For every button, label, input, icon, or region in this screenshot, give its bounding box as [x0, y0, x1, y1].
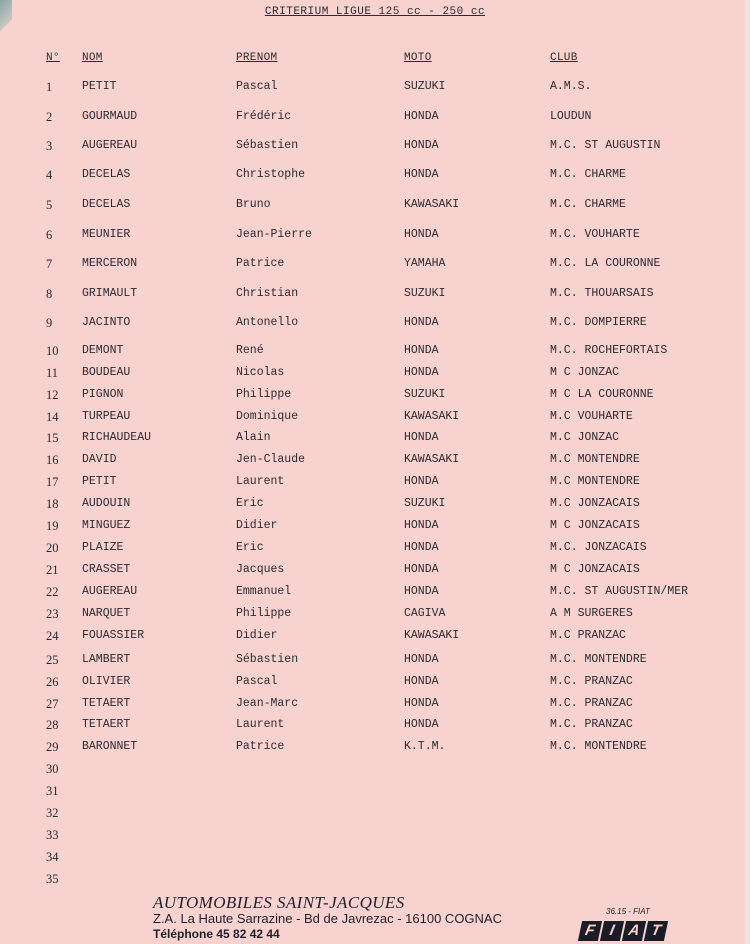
entry-moto: HONDA [404, 718, 439, 731]
fiat-logo [580, 921, 666, 941]
entry-club: M.C JONZACAIS [550, 497, 640, 510]
entry-number: 32 [46, 806, 59, 820]
table-row [0, 762, 750, 780]
table-row [0, 475, 750, 493]
entry-club: M.C. CHARME [550, 168, 626, 181]
entry-moto: HONDA [404, 697, 439, 710]
entry-moto: HONDA [404, 316, 439, 329]
entry-club: A.M.S. [550, 80, 592, 93]
entry-nom: BOUDEAU [82, 366, 131, 379]
entry-prenom: Eric [236, 497, 264, 510]
document-title [0, 6, 750, 18]
entry-moto: SUZUKI [404, 497, 446, 510]
header-prenom: PRENOM [236, 52, 278, 64]
entry-prenom: Jean-Pierre [236, 228, 312, 241]
entry-number: 7 [46, 257, 53, 271]
entry-moto: KAWASAKI [404, 453, 460, 466]
table-row [0, 718, 750, 736]
entry-number: 19 [46, 519, 59, 533]
entry-moto: HONDA [404, 519, 439, 532]
entry-number: 18 [46, 497, 59, 511]
entry-club: M.C. CHARME [550, 198, 626, 211]
entry-moto: HONDA [404, 475, 439, 488]
table-row [0, 344, 750, 362]
table-row [0, 431, 750, 449]
entry-nom: PETIT [82, 80, 117, 93]
entry-club: M C JONZACAIS [550, 563, 640, 576]
table-row [0, 388, 750, 406]
fiat-minitel-code: 36.15 - FIAT [606, 907, 650, 916]
entry-prenom: Pascal [236, 80, 278, 93]
entry-prenom: Philippe [236, 607, 292, 620]
entry-club: M.C. DOMPIERRE [550, 316, 647, 329]
entry-number: 34 [46, 850, 59, 864]
table-row [0, 410, 750, 428]
entry-prenom: Jen-Claude [236, 453, 306, 466]
entry-nom: MERCERON [82, 257, 138, 270]
entry-number: 35 [46, 872, 59, 886]
entry-prenom: Jacques [236, 563, 285, 576]
table-row [0, 675, 750, 693]
entry-club: M.C. THOUARSAIS [550, 287, 654, 300]
entry-number: 29 [46, 740, 59, 754]
entry-nom: DECELAS [82, 168, 131, 181]
entry-prenom: Bruno [236, 198, 271, 211]
footer-phone: Téléphone 45 82 42 44 [153, 927, 280, 941]
entry-number: 4 [46, 168, 53, 182]
entry-prenom: Christian [236, 287, 299, 300]
entry-nom: JACINTO [82, 316, 131, 329]
entry-moto: HONDA [404, 431, 439, 444]
table-row [0, 287, 750, 305]
entry-moto: HONDA [404, 563, 439, 576]
entry-club: M C JONZAC [550, 366, 620, 379]
entry-number: 30 [46, 762, 59, 776]
entry-number: 31 [46, 784, 59, 798]
entry-nom: DEMONT [82, 344, 124, 357]
entry-number: 5 [46, 198, 53, 212]
entry-nom: NARQUET [82, 607, 131, 620]
entry-club: M.C. JONZACAIS [550, 541, 647, 554]
entry-nom: TETAERT [82, 697, 131, 710]
entry-nom: TURPEAU [82, 410, 131, 423]
table-row [0, 850, 750, 868]
entry-club: LOUDUN [550, 110, 592, 123]
table-row [0, 740, 750, 758]
entry-number: 8 [46, 287, 53, 301]
entry-nom: AUDOUIN [82, 497, 131, 510]
table-row [0, 828, 750, 846]
entry-nom: LAMBERT [82, 653, 131, 666]
entry-prenom: Frédéric [236, 110, 292, 123]
entry-number: 23 [46, 607, 59, 621]
table-row [0, 198, 750, 216]
entry-club: M.C JONZAC [550, 431, 620, 444]
table-row [0, 519, 750, 537]
entry-number: 27 [46, 697, 59, 711]
entry-number: 21 [46, 563, 59, 577]
entry-prenom: Philippe [236, 388, 292, 401]
entry-nom: GRIMAULT [82, 287, 138, 300]
table-row [0, 110, 750, 128]
table-row [0, 629, 750, 647]
entry-club: M.C. MONTENDRE [550, 740, 647, 753]
entry-moto: HONDA [404, 366, 439, 379]
entry-number: 28 [46, 718, 59, 732]
entry-prenom: Sébastien [236, 139, 299, 152]
table-row [0, 872, 750, 890]
entry-moto: SUZUKI [404, 388, 446, 401]
entry-club: A M SURGERES [550, 607, 633, 620]
entry-moto: KAWASAKI [404, 410, 460, 423]
entry-number: 26 [46, 675, 59, 689]
entry-nom: TETAERT [82, 718, 131, 731]
entry-nom: PLAIZE [82, 541, 124, 554]
footer-company: AUTOMOBILES SAINT-JACQUES [153, 893, 405, 912]
table-row [0, 316, 750, 334]
entry-prenom: Patrice [236, 257, 285, 270]
entry-prenom: Jean-Marc [236, 697, 299, 710]
entry-moto: HONDA [404, 541, 439, 554]
entry-nom: PIGNON [82, 388, 124, 401]
entry-club: M.C. PRANZAC [550, 697, 633, 710]
entry-club: M C LA COURONNE [550, 388, 654, 401]
entry-nom: MINGUEZ [82, 519, 131, 532]
table-row [0, 806, 750, 824]
entry-moto: HONDA [404, 585, 439, 598]
entry-moto: YAMAHA [404, 257, 446, 270]
entry-nom: CRASSET [82, 563, 131, 576]
entry-moto: K.T.M. [404, 740, 446, 753]
entry-number: 2 [46, 110, 53, 124]
table-row [0, 607, 750, 625]
entry-prenom: René [236, 344, 264, 357]
header-club: CLUB [550, 52, 578, 64]
entry-moto: HONDA [404, 228, 439, 241]
entry-prenom: Laurent [236, 718, 285, 731]
entry-number: 14 [46, 410, 59, 424]
entry-number: 17 [46, 475, 59, 489]
entry-nom: AUGEREAU [82, 139, 138, 152]
entry-number: 6 [46, 228, 53, 242]
entry-nom: DAVID [82, 453, 117, 466]
entry-prenom: Didier [236, 629, 278, 642]
entry-number: 33 [46, 828, 59, 842]
entry-number: 11 [46, 366, 59, 380]
entry-number: 16 [46, 453, 59, 467]
table-row [0, 697, 750, 715]
entry-number: 24 [46, 629, 59, 643]
entry-nom: GOURMAUD [82, 110, 138, 123]
entry-club: M.C. ROCHEFORTAIS [550, 344, 668, 357]
table-row [0, 139, 750, 157]
entry-nom: RICHAUDEAU [82, 431, 152, 444]
entry-prenom: Eric [236, 541, 264, 554]
header-nom: NOM [82, 52, 103, 64]
fiat-letter: F [578, 921, 602, 941]
table-row [0, 453, 750, 471]
entry-prenom: Antonello [236, 316, 299, 329]
entry-club: M.C PRANZAC [550, 629, 626, 642]
entry-club: M.C. ST AUGUSTIN [550, 139, 661, 152]
entry-prenom: Alain [236, 431, 271, 444]
title-text: CRITERIUM LIGUE 125 cc - 250 cc [264, 6, 486, 18]
entry-prenom: Laurent [236, 475, 285, 488]
entry-number: 3 [46, 139, 53, 153]
entry-club: M.C. MONTENDRE [550, 653, 647, 666]
header-moto: MOTO [404, 52, 432, 64]
entry-prenom: Didier [236, 519, 278, 532]
entry-prenom: Emmanuel [236, 585, 292, 598]
entry-number: 15 [46, 431, 59, 445]
entry-number: 25 [46, 653, 59, 667]
entry-prenom: Christophe [236, 168, 306, 181]
entry-club: M.C. ST AUGUSTIN/MER [550, 585, 689, 598]
table-row [0, 541, 750, 559]
entry-prenom: Nicolas [236, 366, 285, 379]
table-row [0, 366, 750, 384]
entry-moto: KAWASAKI [404, 629, 460, 642]
entry-club: M.C MONTENDRE [550, 475, 640, 488]
entry-nom: FOUASSIER [82, 629, 145, 642]
entry-moto: CAGIVA [404, 607, 446, 620]
table-row [0, 257, 750, 275]
entry-moto: KAWASAKI [404, 198, 460, 211]
entry-nom: OLIVIER [82, 675, 131, 688]
entry-prenom: Pascal [236, 675, 278, 688]
fiat-letter: I [600, 921, 624, 941]
table-row [0, 497, 750, 515]
entry-club: M.C. PRANZAC [550, 718, 633, 731]
entry-prenom: Patrice [236, 740, 285, 753]
entry-nom: MEUNIER [82, 228, 131, 241]
entry-moto: HONDA [404, 168, 439, 181]
entry-number: 9 [46, 316, 53, 330]
table-row [0, 168, 750, 186]
entry-number: 12 [46, 388, 59, 402]
entry-number: 20 [46, 541, 59, 555]
entry-prenom: Sébastien [236, 653, 299, 666]
entry-club: M.C. VOUHARTE [550, 228, 640, 241]
table-row [0, 563, 750, 581]
entry-moto: HONDA [404, 653, 439, 666]
header-num: N° [46, 52, 60, 64]
fiat-letter: T [644, 921, 668, 941]
entry-nom: PETIT [82, 475, 117, 488]
entry-moto: HONDA [404, 344, 439, 357]
table-row [0, 784, 750, 802]
entry-club: M.C. PRANZAC [550, 675, 633, 688]
entry-number: 10 [46, 344, 59, 358]
entry-number: 1 [46, 80, 53, 94]
entry-nom: AUGEREAU [82, 585, 138, 598]
entry-moto: HONDA [404, 675, 439, 688]
entry-moto: HONDA [404, 139, 439, 152]
entry-prenom: Dominique [236, 410, 299, 423]
entry-moto: SUZUKI [404, 80, 446, 93]
entry-moto: SUZUKI [404, 287, 446, 300]
table-row [0, 228, 750, 246]
table-row [0, 585, 750, 603]
entry-club: M C JONZACAIS [550, 519, 640, 532]
table-row [0, 80, 750, 98]
entry-club: M.C MONTENDRE [550, 453, 640, 466]
table-row [0, 653, 750, 671]
entry-nom: BARONNET [82, 740, 138, 753]
fiat-letter: A [622, 921, 646, 941]
entry-number: 22 [46, 585, 59, 599]
entry-moto: HONDA [404, 110, 439, 123]
footer-address: Z.A. La Haute Sarrazine - Bd de Javrezac - 16100 COGNAC [153, 911, 502, 926]
entry-club: M.C VOUHARTE [550, 410, 633, 423]
entry-club: M.C. LA COURONNE [550, 257, 661, 270]
entry-nom: DECELAS [82, 198, 131, 211]
